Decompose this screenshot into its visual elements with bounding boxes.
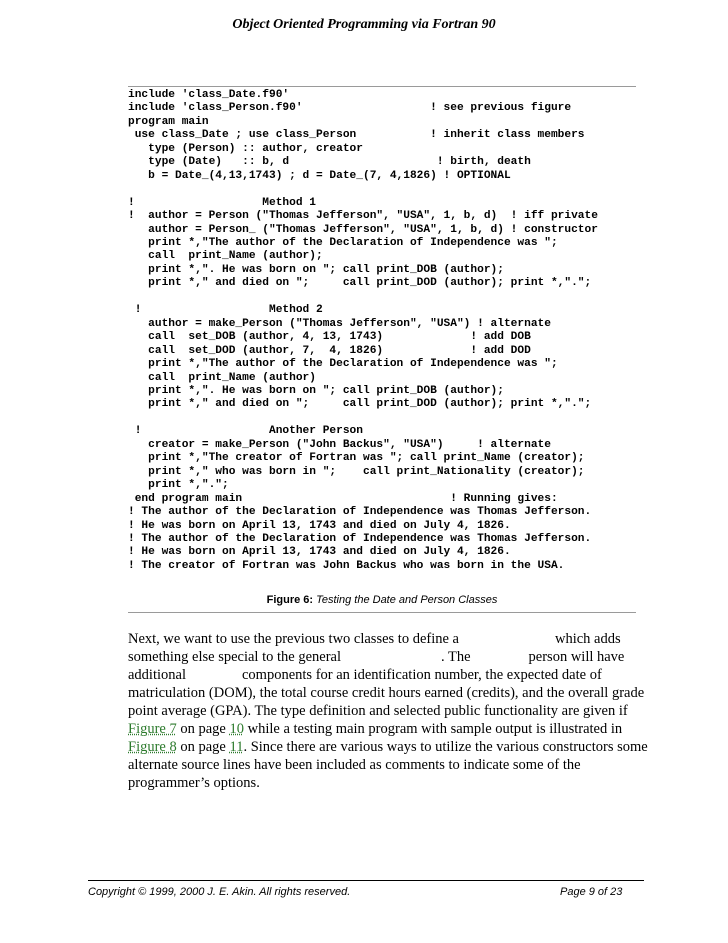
code-line: ! The author of the Declaration of Independence was Thomas Jefferson.	[128, 506, 592, 519]
text-span: on page	[180, 739, 226, 755]
code-line: print *," and died on "; call print_DOD (author); print *,".";	[128, 277, 592, 290]
code-line: use class_Date ; use class_Person ! inherit class members	[128, 129, 585, 142]
body-paragraph	[128, 630, 648, 792]
code-line: include 'class_Date.f90'	[128, 89, 290, 101]
code-line: print *," who was born in "; call print_Nationality (creator);	[128, 465, 585, 478]
code-line: print *,". He was born on "; call print_DOB (author);	[128, 384, 504, 397]
text-span: . The	[441, 649, 471, 665]
code-line: type (Date) :: b, d ! birth, death	[128, 156, 531, 169]
code-line: ! Method 2	[128, 304, 323, 317]
paragraph-line-4: matriculation (DOM), the total course credit hours earned (credits), and the overall grade	[128, 685, 645, 701]
figure-7-link[interactable]: Figure 7	[128, 721, 177, 737]
code-line: call set_DOB (author, 4, 13, 1743) ! add DOB	[128, 331, 531, 344]
code-line: print *,". He was born on "; call print_DOB (author);	[128, 263, 504, 276]
text-span: additional	[128, 667, 186, 683]
code-line: end program main ! Running gives:	[128, 492, 558, 505]
text-span: Next, we want to use the previous two classes to define a	[128, 631, 459, 647]
code-line: call print_Name (author);	[128, 250, 323, 263]
paragraph-line-3	[128, 666, 648, 684]
caption-label: Figure 6:	[266, 594, 314, 606]
code-line: ! The creator of Fortran was John Backus who was born in the USA.	[128, 559, 565, 572]
page-header: Object Oriented Programming via Fortran 90	[232, 17, 496, 32]
code-listing	[128, 89, 648, 573]
paragraph-line-7	[128, 738, 648, 756]
footer-page-number: Page 9 of 23	[560, 886, 623, 898]
paragraph-line-5: point average (GPA). The type definition and selected public functionality are given if	[128, 703, 628, 719]
code-line: ! He was born on April 13, 1743 and died on July 4, 1826.	[128, 546, 511, 559]
text-span: . Since there are various ways to utilize the various constructors some	[243, 739, 648, 755]
code-line: creator = make_Person ("John Backus", "USA") ! alternate	[128, 438, 551, 451]
code-line	[128, 291, 648, 304]
code-line: call print_Name (author)	[128, 371, 316, 384]
figure-bottom-rule	[128, 612, 636, 613]
code-line: print *,".";	[128, 479, 229, 492]
code-line: ! The author of the Declaration of Independence was Thomas Jefferson.	[128, 532, 592, 545]
paragraph-line-9: programmer’s options.	[128, 775, 260, 791]
text-span: components for an identification number, the expected date of	[242, 667, 602, 683]
paragraph-line-1	[128, 630, 648, 648]
code-line: ! Method 1	[128, 196, 316, 209]
code-line	[128, 183, 648, 196]
code-line: print *,"The author of the Declaration of Independence was ";	[128, 236, 558, 249]
paragraph-line-6	[128, 720, 648, 738]
paragraph-line-2	[128, 648, 648, 666]
figure-top-rule	[128, 86, 636, 87]
footer-rule	[88, 880, 644, 881]
figure-8-link[interactable]: Figure 8	[128, 739, 177, 755]
code-line: print *," and died on "; call print_DOD (author); print *,".";	[128, 398, 592, 411]
code-line: ! author = Person ("Thomas Jefferson", "USA", 1, b, d) ! iff private	[128, 210, 598, 223]
code-line	[128, 412, 648, 425]
text-span: which adds	[555, 631, 621, 647]
code-line: call set_DOD (author, 7, 4, 1826) ! add DOD	[128, 344, 531, 357]
code-line: ! He was born on April 13, 1743 and died on July 4, 1826.	[128, 519, 511, 532]
caption-text: Testing the Date and Person Classes	[316, 594, 498, 606]
text-span: something else special to the general	[128, 649, 341, 665]
code-line: author = make_Person ("Thomas Jefferson", "USA") ! alternate	[128, 317, 551, 330]
code-line: include 'class_Person.f90' ! see previous figure	[128, 102, 572, 115]
code-line: author = Person_ ("Thomas Jefferson", "USA", 1, b, d) ! constructor	[128, 223, 598, 236]
page-11-link[interactable]: 11	[229, 739, 244, 755]
code-line: print *,"The author of the Declaration of Independence was ";	[128, 358, 558, 371]
code-line: type (Person) :: author, creator	[128, 142, 363, 155]
footer-copyright: Copyright © 1999, 2000 J. E. Akin. All rights reserved.	[88, 886, 351, 898]
text-span: on page	[180, 721, 226, 737]
code-line: b = Date_(4,13,1743) ; d = Date_(7, 4,1826) ! OPTIONAL	[128, 169, 511, 182]
text-span: person will have	[528, 649, 625, 665]
text-span: while a testing main program with sample output is illustrated in	[247, 721, 623, 737]
code-line: ! Another Person	[128, 425, 363, 438]
code-line: program main	[128, 115, 209, 128]
figure-caption	[0, 594, 728, 606]
page-10-link[interactable]: 10	[229, 721, 244, 737]
paragraph-line-8: alternate source lines have been included as comments to indicate some of the	[128, 757, 581, 773]
code-line: print *,"The creator of Fortran was "; call print_Name (creator);	[128, 452, 585, 465]
